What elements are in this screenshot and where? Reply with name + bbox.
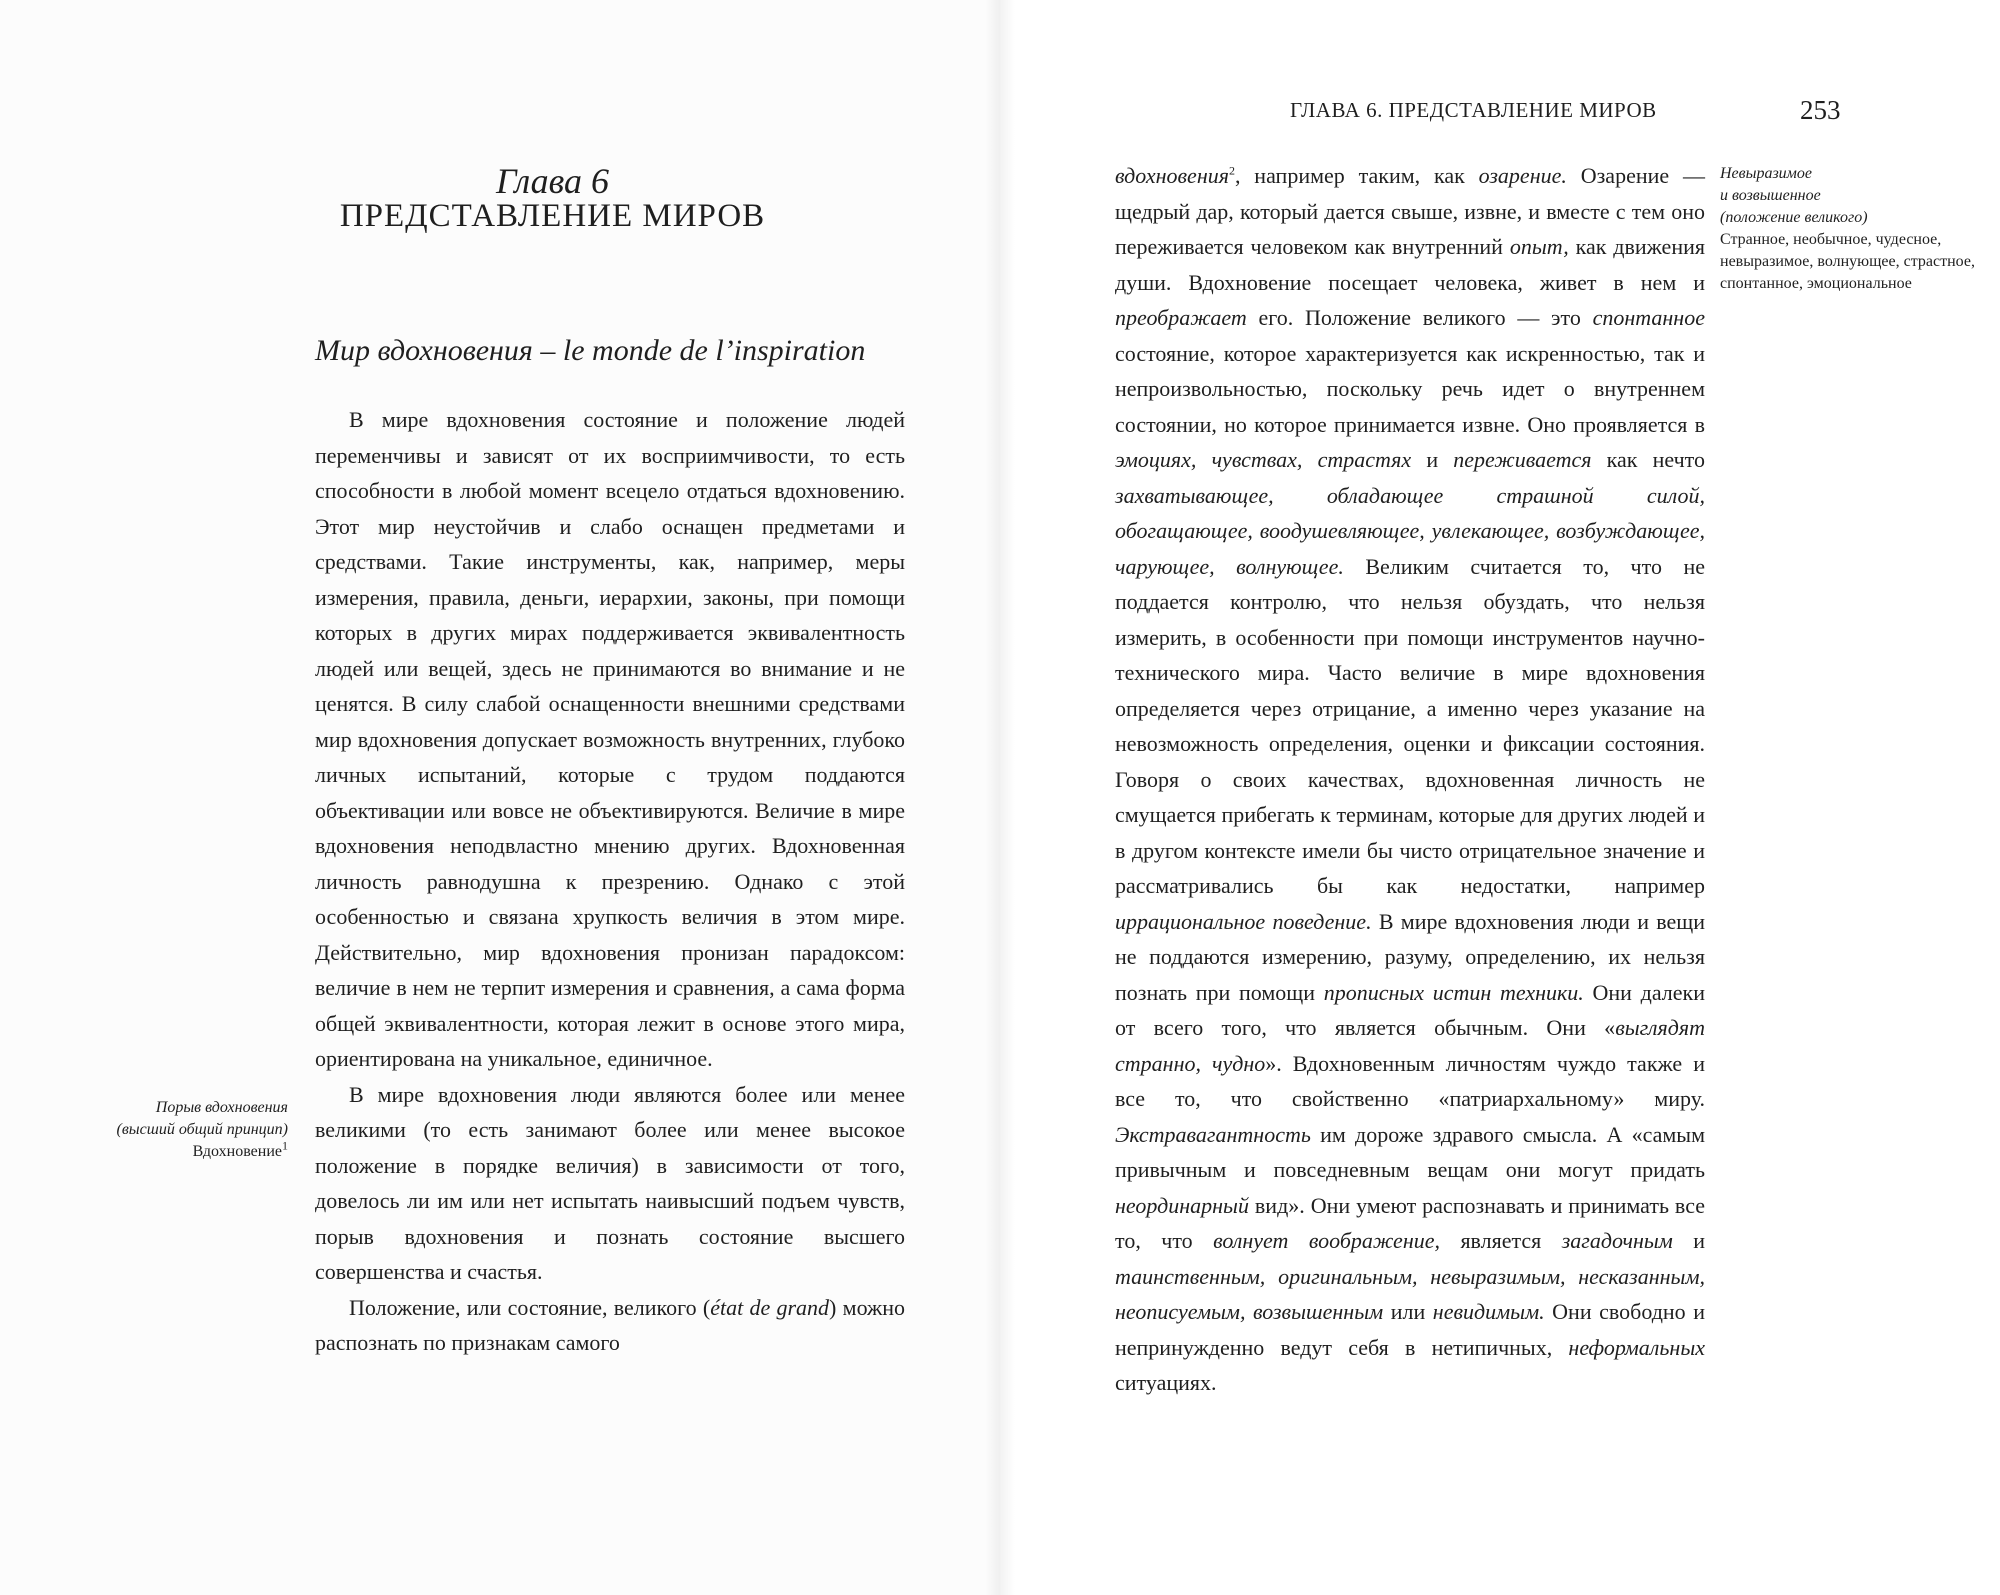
margin-note-head: Порыв вдохновения bbox=[155, 1099, 288, 1116]
text-run: В мире вдохновения люди и вещи не поддаются измерению, разуму, определению, их нельзя познать при помощи bbox=[1115, 908, 1706, 1005]
italic-phrase: Экстравагантность bbox=[1115, 1121, 1311, 1147]
italic-phrase: невидимым. bbox=[1432, 1299, 1545, 1324]
italic-phrase: захватывающее, обладающее страшной силой, обогащающее, воодушевляющее, увлекающее, возбуждающее, чарующее, волнующее. bbox=[1115, 482, 1705, 579]
right-text-column bbox=[1115, 158, 1705, 1401]
paragraph: В мире вдохновения люди являются более или менее великими (то есть занимают более или менее высокое положение в порядке величия) в зависимости от того, довелось ли им или нет испытать наивысший подъем чувств, порыв вдохновения и познать состояние высшего совершенства и счастья. bbox=[315, 1081, 905, 1284]
text-run: как движения души. Вдохновение посещает человека, живет в нем и bbox=[1115, 234, 1705, 295]
text-run: ) можно распознать по признакам самого bbox=[315, 1294, 905, 1355]
left-text-column bbox=[315, 402, 905, 1361]
text-run: и bbox=[1672, 1228, 1705, 1253]
text-run: или bbox=[1383, 1299, 1433, 1324]
italic-phrase: загадочным bbox=[1561, 1228, 1673, 1253]
text-run: Они свободно и непринужденно ведут себя в нетипичных, bbox=[1115, 1299, 1705, 1360]
italic-phrase: неформальных bbox=[1568, 1334, 1705, 1360]
italic-phrase: волнует воображение, bbox=[1213, 1228, 1441, 1253]
text-run: Положение, или состояние, великого ( bbox=[349, 1294, 711, 1320]
margin-note-body bbox=[60, 1138, 288, 1163]
margin-note-head: Невыразимое bbox=[1720, 165, 1812, 182]
chapter-title: ПРЕДСТАВЛЕНИЕ МИРОВ bbox=[339, 198, 766, 234]
text-run: им дороже здравого смысла. А «самым привычным и повседневным вещам они могут придать bbox=[1115, 1121, 1705, 1182]
footnote-marker: 2 bbox=[1228, 163, 1235, 178]
text-run: Великим считается то, что не поддается контролю, что нельзя обуздать, что нельзя измерить, в особенности при помощи инструментов научно-технического мира. Часто величие в мире вдохновения определяется через отрицание, а именно через указание на невозможность определения, оценки и фиксации состояния. Говоря о своих качествах, вдохновенная личность не смущается прибегать к терминам, которые для других людей и в другом контексте имели бы чисто отрицательное значение и рассматривались бы как недостатки, например bbox=[1115, 553, 1705, 898]
margin-note-subhead: (высший общий принцип) bbox=[116, 1121, 288, 1138]
text-run: , например таким, как bbox=[1234, 163, 1479, 188]
italic-phrase: опыт, bbox=[1509, 234, 1569, 259]
paragraph bbox=[1115, 158, 1705, 1401]
italic-phrase: эмоциях, чувствах, страстях bbox=[1115, 447, 1412, 472]
text-run: ». Вдохновенным личностям чуждо также и все то, что свойственно «патриархальному» миру. bbox=[1115, 1050, 1705, 1111]
section-title: Мир вдохновения – le monde de l’inspiration bbox=[315, 334, 866, 367]
book-gutter bbox=[985, 0, 1015, 1595]
text-run: является bbox=[1440, 1228, 1562, 1253]
italic-phrase: преображает bbox=[1115, 305, 1247, 330]
italic-phrase: вдохновения bbox=[1115, 163, 1229, 188]
italic-phrase: озарение. bbox=[1478, 163, 1567, 188]
italic-phrase: таинственным, оригинальным, невыразимым, несказанным, неописуемым, возвышенным bbox=[1115, 1263, 1705, 1324]
text-run: ситуациях. bbox=[1115, 1370, 1217, 1395]
italic-phrase: état de grand bbox=[710, 1294, 830, 1320]
margin-note-subhead: (положение великого) bbox=[1720, 209, 1868, 226]
margin-note-term: Вдохновение bbox=[192, 1143, 282, 1160]
italic-phrase: прописных истин техники. bbox=[1323, 979, 1584, 1005]
paragraph bbox=[315, 1290, 905, 1361]
text-run: вид». Они умеют распознавать и принимать все то, что bbox=[1115, 1192, 1705, 1253]
italic-phrase: выглядят странно, чудно bbox=[1115, 1015, 1705, 1076]
margin-note-left bbox=[60, 1097, 288, 1163]
paragraph: В мире вдохновения состояние и положение людей переменчивы и зависят от их восприимчивости, то есть способности в любой момент всецело отдаться вдохновению. Этот мир неустойчив и слабо оснащен предметами и средствами. Такие инструменты, как, например, меры измерения, правила, деньги, иерархии, законы, при помощи которых в других мирах поддерживается эквивалентность людей или вещей, здесь не принимаются во внимание и не ценятся. В силу слабой оснащенности внешними средствами мир вдохновения допускает возможность внутренних, глубоко личных испытаний, которые с трудом поддаются объективации или вовсе не объективируются. Величие в мире вдохновения неподвластно мнению других. Вдохновенная личность равнодушна к презрению. Однако с этой особенностью и связана хрупкость величия в этом мире. Действительно, мир вдохновения пронизан парадоксом: величие в нем не терпит измерения и сравнения, а сама форма общей эквивалентности, которая лежит в основе этого мира, ориентирована на уникальное, единичное. bbox=[315, 407, 905, 1071]
text-run: его. Положение великого — это bbox=[1246, 305, 1593, 330]
margin-note-body: Странное, необычное, чудесное, невыразимое, волнующее, страстное, спонтанное, эмоциональное bbox=[1720, 231, 1975, 292]
text-run: и bbox=[1411, 447, 1454, 472]
page-number: 253 bbox=[1800, 95, 1841, 125]
chapter-label: Глава 6 bbox=[495, 161, 610, 201]
text-run: Они далеки от всего того, что является обычным. Они « bbox=[1115, 979, 1705, 1040]
italic-phrase: спонтанное bbox=[1592, 305, 1705, 330]
footnote-marker: 1 bbox=[282, 1138, 288, 1153]
margin-note-right bbox=[1720, 163, 1980, 295]
margin-note-head: и возвышенное bbox=[1720, 187, 1821, 204]
italic-phrase: переживается bbox=[1453, 447, 1592, 472]
text-run: как нечто bbox=[1591, 447, 1705, 472]
italic-phrase: иррациональное поведение. bbox=[1115, 908, 1372, 934]
text-run: Озарение — щедрый дар, который дается свыше, извне, и вместе с тем оно переживается человеком как внутренний bbox=[1115, 163, 1705, 259]
italic-phrase: неординарный bbox=[1115, 1192, 1249, 1218]
text-run: состояние, которое характеризуется как искренностью, так и непроизвольностью, поскольку речь идет о внутреннем состоянии, но которое принимается извне. Оно проявляется в bbox=[1115, 340, 1705, 437]
running-head: ГЛАВА 6. ПРЕДСТАВЛЕНИЕ МИРОВ bbox=[1290, 98, 1657, 122]
